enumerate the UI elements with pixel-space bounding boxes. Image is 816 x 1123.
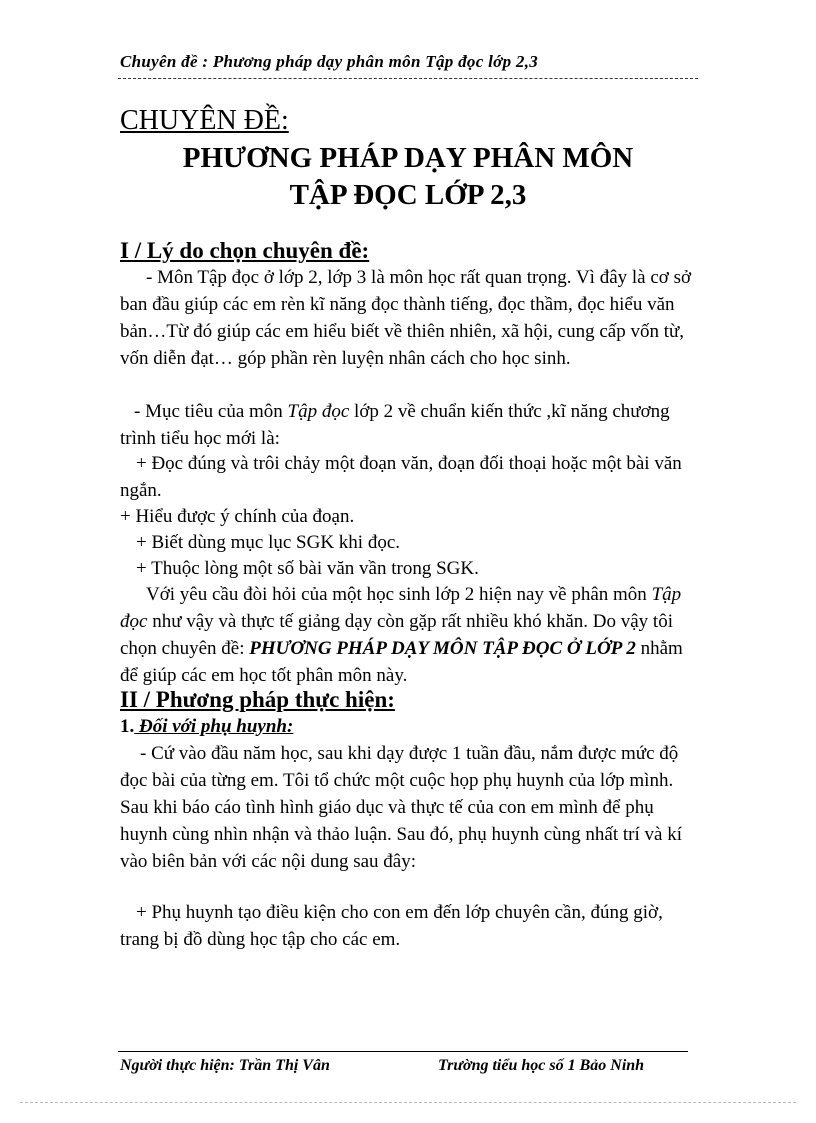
footer-divider bbox=[118, 1051, 688, 1052]
section1-paragraph1: - Môn Tập đọc ở lớp 2, lớp 3 là môn học rất quan trọng. Vì đây là cơ sở ban đầu giúp các em rèn kĩ năng đọc thành tiếng, đọc thầm, đọc hiểu văn bản…Từ đó giúp các em hiểu biết về thiên nhiên, xã hội, cung cấp vốn từ, vốn diễn đạt… góp phần rèn luyện nhân cách cho học sinh. bbox=[120, 267, 692, 369]
p3-text-d: PHƯƠNG PHÁP DẠY MÔN TẬP ĐỌC Ở LỚP 2 bbox=[249, 638, 636, 659]
p3-text-b: Tập đọc bbox=[120, 584, 682, 632]
section1-paragraph2 bbox=[120, 398, 700, 452]
p2-text-a: - Mục tiêu của môn bbox=[134, 401, 288, 422]
section1-paragraph3 bbox=[120, 581, 700, 689]
section2-bullet-1: + Phụ huynh tạo điều kiện cho con em đến lớp chuyên cần, đúng giờ, trang bị đồ dùng học tập cho các em. bbox=[120, 902, 663, 950]
page-bottom-divider bbox=[20, 1102, 796, 1103]
bullet-2: + Hiểu được ý chính của đoạn. bbox=[120, 506, 355, 527]
page-header: Chuyên đề : Phương pháp dạy phân môn Tập đọc lớp 2,3 bbox=[120, 52, 539, 71]
header-divider bbox=[118, 78, 698, 79]
doc-title-line2: TẬP ĐỌC LỚP 2,3 bbox=[289, 179, 527, 211]
p2-text-c: lớp 2 về chuẩn kiến thức ,kĩ năng chương trình tiểu học mới là: bbox=[120, 401, 670, 449]
footer-author: Người thực hiện: Trần Thị Vân bbox=[120, 1057, 330, 1074]
bullet-1: + Đọc đúng và trôi chảy một đoạn văn, đoạn đối thoại hoặc một bài văn ngắn. bbox=[120, 453, 682, 501]
subsection-heading bbox=[120, 716, 293, 738]
doc-title-line1: PHƯƠNG PHÁP DẠY PHÂN MÔN bbox=[182, 142, 634, 174]
p2-text-b: Tập đọc bbox=[287, 401, 350, 422]
section1-heading: I / Lý do chọn chuyên đề: bbox=[120, 238, 370, 263]
section2-paragraph1: - Cứ vào đầu năm học, sau khi dạy được 1 tuần đầu, nắm được mức độ đọc bài của từng em. Tôi tổ chức một cuộc họp phụ huynh của lớp mình. Sau khi báo cáo tình hình giáo dục và thực tế của con em mình để phụ huynh cùng nhìn nhận và thảo luận. Sau đó, phụ huynh cùng nhất trí và kí vào biên bản với các nội dung sau đây: bbox=[120, 743, 682, 872]
footer-school: Trường tiểu học số 1 Bảo Ninh bbox=[438, 1057, 645, 1074]
bullet-4: + Thuộc lòng một số bài văn vần trong SGK. bbox=[136, 558, 479, 579]
bullet-3: + Biết dùng mục lục SGK khi đọc. bbox=[136, 532, 401, 553]
p3-text-a: Với yêu cầu đòi hỏi của một học sinh lớp 2 hiện nay về phân môn bbox=[146, 584, 652, 605]
section2-heading: II / Phương pháp thực hiện: bbox=[120, 687, 395, 712]
subsection-title: Đối với phụ huynh: bbox=[134, 716, 294, 737]
doc-label: CHUYÊN ĐỀ: bbox=[120, 105, 289, 136]
p3-text-e: nhằm để giúp các em học tốt phân môn này. bbox=[120, 638, 683, 686]
p3-text-c: như vậy và thực tế giảng dạy còn gặp rất nhiều khó khăn. Do vậy tôi chọn chuyên đề: bbox=[120, 611, 673, 659]
subsection-number: 1. bbox=[120, 716, 135, 737]
